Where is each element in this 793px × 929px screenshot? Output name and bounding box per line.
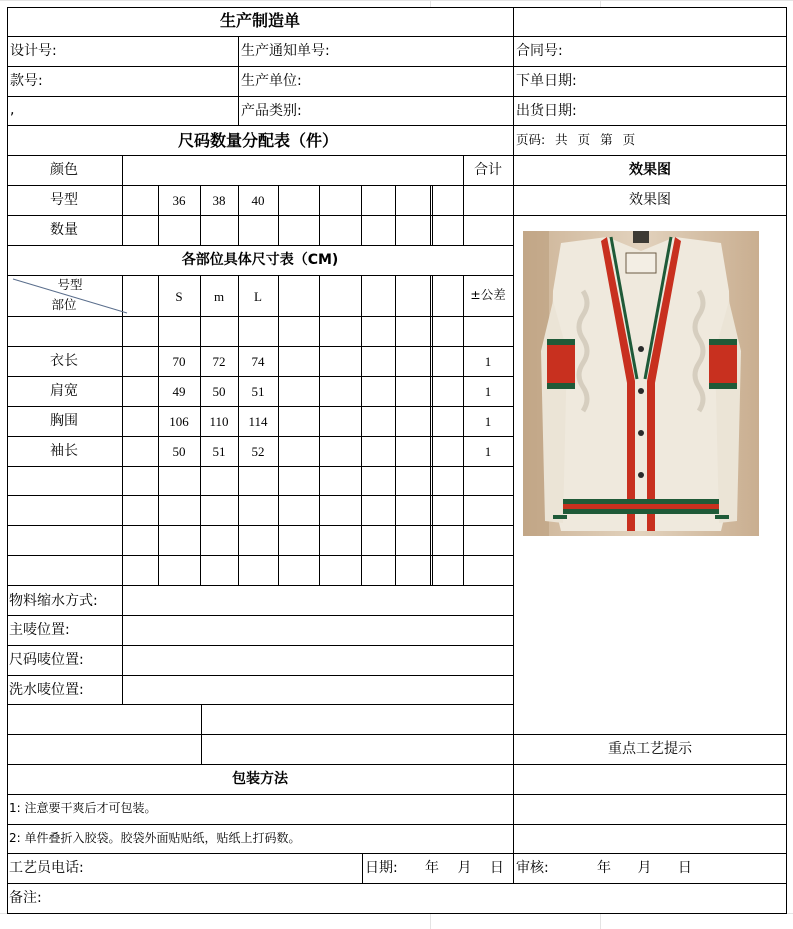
date-label: 日期: (365, 860, 398, 876)
qty-label: 数量 (50, 222, 78, 238)
part-label: 胸围 (50, 413, 78, 429)
size-36: 36 (172, 193, 186, 208)
technician-phone-label: 工艺员电话: (9, 860, 84, 876)
measure-value: 50 (172, 444, 186, 459)
effect-label: 效果图 (629, 192, 671, 208)
style-no-label: 款号: (10, 73, 43, 89)
tolerance-value: 1 (484, 384, 492, 399)
stray-mark: , (10, 102, 15, 118)
size-s: S (175, 289, 183, 304)
measure-value: 51 (251, 384, 265, 399)
main-label-position: 主唛位置: (9, 622, 70, 638)
tolerance-value: 1 (484, 444, 492, 459)
size-label: 号型 (50, 192, 78, 208)
shrinkage-label: 物料缩水方式: (9, 593, 98, 609)
packing-note-2: 2: 单件叠折入胶袋。胶袋外面贴贴纸，贴纸上打码数。 (9, 831, 301, 845)
production-notice-label: 生产通知单号: (241, 43, 330, 59)
form-title: 生产制造单 (219, 11, 301, 30)
remarks-label: 备注: (9, 890, 42, 906)
part-label: 衣长 (50, 353, 78, 369)
diag-part-label: 部位 (51, 297, 77, 312)
total-label: 合计 (474, 162, 502, 178)
measure-table-title: 各部位具体尺寸表（CM) (181, 252, 339, 268)
size-m: m (213, 289, 225, 304)
measure-value: 52 (251, 444, 265, 459)
size-label-position: 尺码唛位置: (9, 652, 84, 668)
order-date-label: 下单日期: (516, 73, 577, 89)
product-category-label: 产品类别: (241, 103, 302, 119)
measure-value: 51 (212, 444, 226, 459)
cardigan-effect-image (523, 231, 759, 536)
measure-value: 114 (248, 414, 268, 429)
packing-note-1: 1: 注意要干爽后才可包装。 (9, 801, 157, 815)
size-38: 38 (212, 193, 226, 208)
measure-value: 70 (172, 354, 186, 369)
part-label: 袖长 (50, 443, 78, 459)
color-label: 颜色 (50, 162, 78, 178)
key-process-label: 重点工艺提示 (608, 741, 692, 757)
production-unit-label: 生产单位: (241, 73, 302, 89)
measure-value: 49 (172, 384, 186, 399)
date-ymd: 年 月 日 (425, 860, 504, 876)
page-info: 页码: 共 页 第 页 (516, 132, 636, 147)
measure-value: 74 (251, 354, 265, 369)
size-40: 40 (251, 193, 265, 208)
tolerance-label: ±公差 (470, 287, 506, 302)
tolerance-value: 1 (484, 354, 492, 369)
design-no-label: 设计号: (10, 43, 57, 59)
measure-value: 72 (212, 354, 226, 369)
packing-title: 包装方法 (232, 771, 288, 787)
ship-date-label: 出货日期: (516, 103, 577, 119)
contract-no-label: 合同号: (516, 43, 563, 59)
size-l: L (254, 289, 262, 304)
measure-value: 50 (212, 384, 226, 399)
wash-label-position: 洗水唛位置: (9, 682, 84, 698)
review-ymd: 年 月 日 (597, 860, 692, 876)
measure-value: 106 (169, 414, 189, 429)
review-label: 审核: (516, 860, 549, 876)
tolerance-value: 1 (484, 414, 492, 429)
qty-table-title: 尺码数量分配表（件） (177, 131, 339, 150)
part-label: 肩宽 (50, 383, 78, 399)
measure-value: 110 (209, 414, 229, 429)
diag-size-label: 号型 (57, 277, 83, 292)
effect-header: 效果图 (629, 162, 671, 178)
